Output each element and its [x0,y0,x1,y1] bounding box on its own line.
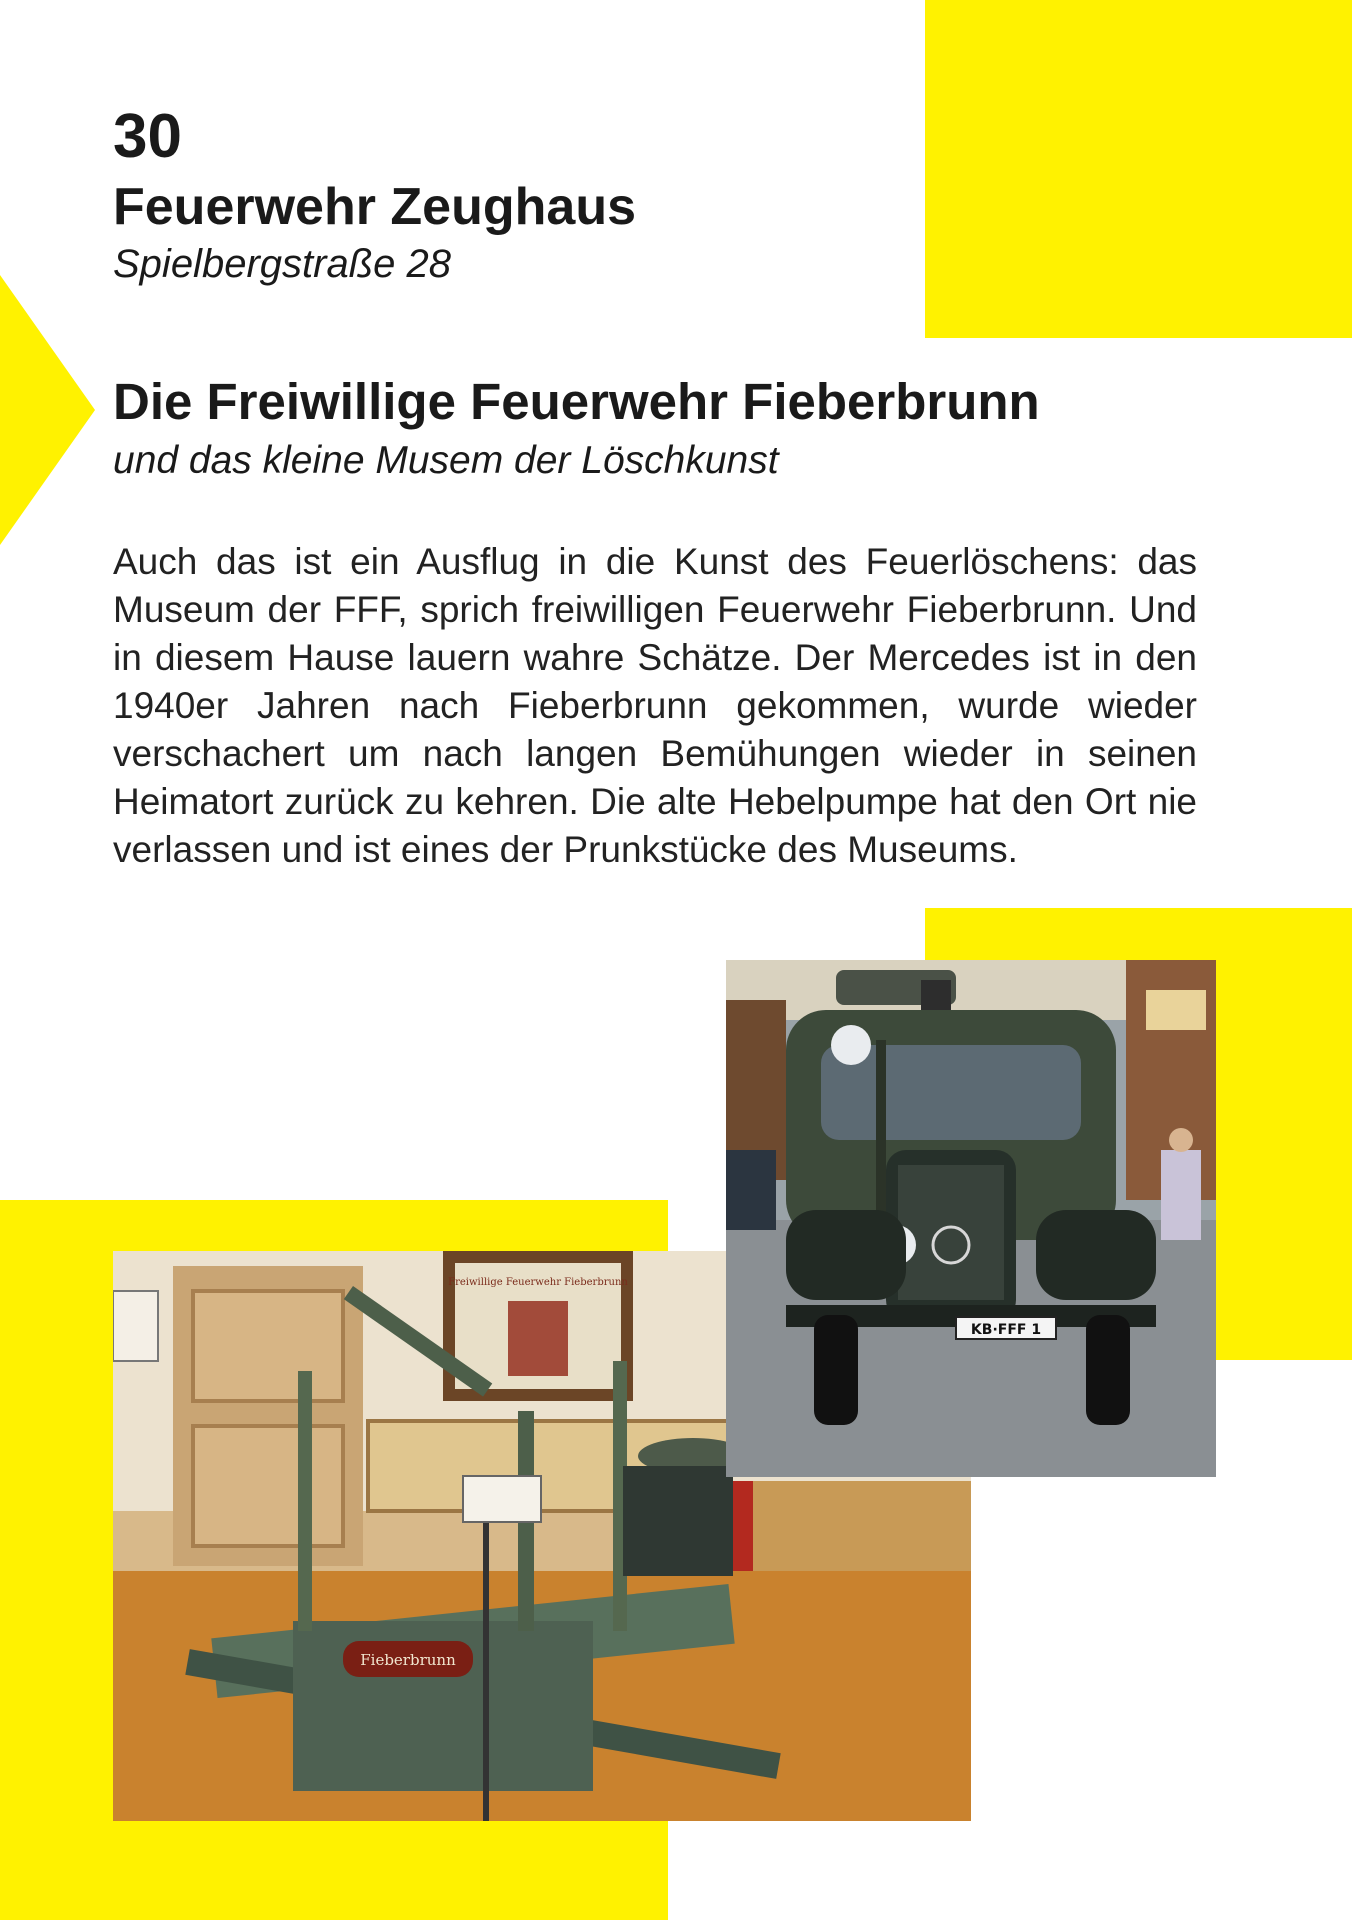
yellow-arrow-marker [0,275,95,545]
yellow-block-top-right [925,0,1352,338]
truck-license-plate: KB·FFF 1 [970,1322,1042,1338]
pump-tub-label: Fieberbrunn [360,1651,456,1669]
article-subheading: und das kleine Musem der Löschkunst [113,439,779,482]
location-address: Spielbergstraße 28 [113,242,451,286]
article-body: Auch das ist ein Ausflug in die Kunst des Feuerlöschens: das Museum der FFF, sprich freiwilligen Feuerwehr Fieberbrunn. Und in diesem Hause lauern wahre Schätze. Der Mercedes ist in den 1940er Jahren nach Fieberbrunn gekommen, wurde wieder verschachert um nach langen Bemühungen wieder in seinen Heimatort zurück zu kehren. Die alte Hebelpumpe hat den Ort nie verlassen und ist eines der Prunkstücke des Museums. [113,541,1197,870]
location-name: Feuerwehr Zeughaus [113,178,636,236]
page-number: 30 [113,102,182,171]
fire-truck-photo [726,960,1216,1477]
article-heading: Die Freiwillige Feuerwehr Fieberbrunn [113,373,1040,430]
pump-photo-sign-text: Freiwillige Feuerwehr Fieberbrunn [448,1277,628,1288]
